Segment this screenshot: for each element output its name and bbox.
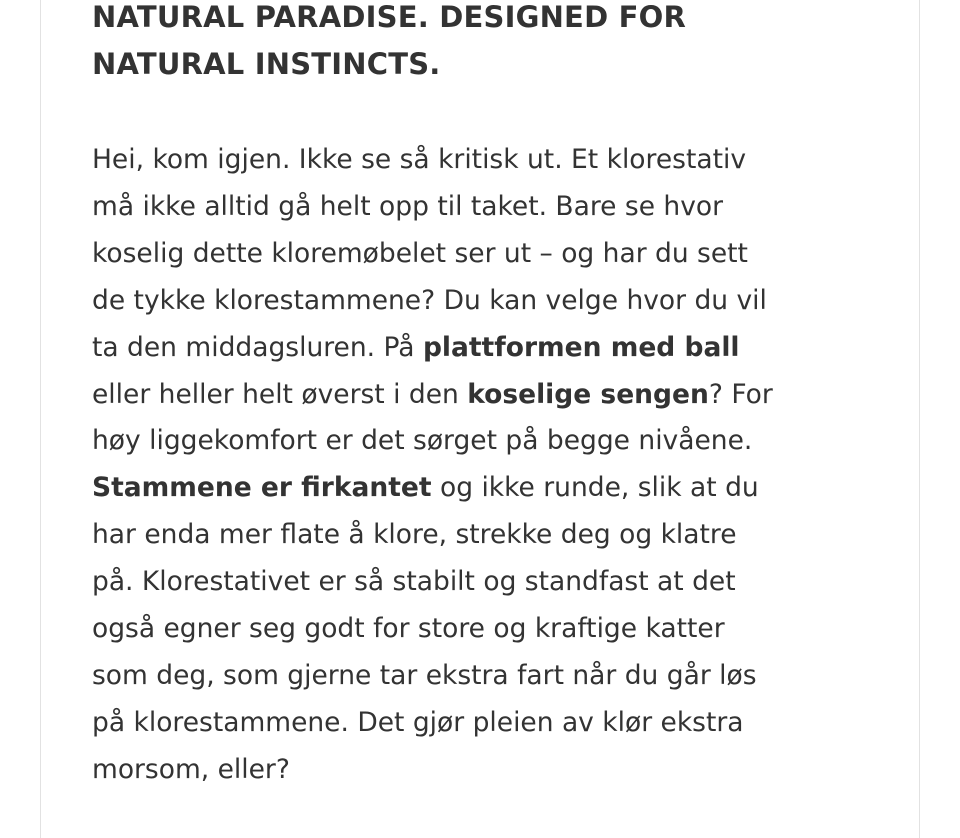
text-segment: de tykke klorestammene? Du kan velge hvor du vil — [92, 284, 767, 316]
text-segment: Hei, kom igjen. Ikke se så kritisk ut. Et klorestativ — [92, 144, 747, 175]
paragraph-line — [92, 512, 773, 559]
text-segment: ta den middagsluren. På — [92, 331, 423, 363]
paragraph-line — [92, 700, 773, 747]
paragraph-line — [92, 325, 773, 372]
paragraph-line — [92, 418, 773, 465]
paragraph-line — [92, 465, 773, 512]
text-segment: har enda mer flate å klore, strekke deg og klatre — [92, 519, 737, 551]
bold-text: plattformen med ball — [422, 331, 740, 363]
paragraph-line — [92, 747, 773, 794]
bold-text: Stammene er firkantet — [92, 472, 432, 504]
text-segment: og ikke runde, slik at du — [431, 472, 759, 504]
text-segment: eller heller helt øverst i den — [92, 378, 468, 410]
text-segment: også egner seg godt for store og kraftige katter — [92, 613, 725, 645]
heading-line: NATURAL PARADISE. DESIGNED FOR — [92, 0, 687, 34]
paragraph-line — [92, 137, 773, 184]
text-segment: ? For — [708, 378, 773, 410]
text-segment: høy liggekomfort er det sørget på begge nivåene. — [92, 425, 753, 457]
paragraph-line — [92, 606, 773, 653]
paragraph-line — [92, 559, 773, 606]
paragraph-line — [92, 231, 773, 278]
heading-line: NATURAL INSTINCTS. — [92, 47, 441, 81]
text-segment: må ikke alltid gå helt opp til taket. Bare se hvor — [92, 190, 724, 222]
paragraph-line — [92, 372, 773, 419]
paragraph-line — [92, 653, 773, 700]
text-segment: på klorestammene. Det gjør pleien av klør ekstra — [92, 706, 744, 738]
description-paragraph — [92, 137, 773, 794]
paragraph-line — [92, 184, 773, 231]
paragraph-line — [92, 278, 773, 325]
text-segment: som deg, som gjerne tar ekstra fart når du går løs — [92, 659, 757, 691]
text-segment: morsom, eller? — [92, 753, 290, 785]
text-segment: koselig dette kloremøbelet ser ut – og har du sett — [92, 237, 748, 269]
bold-text: koselige sengen — [467, 378, 709, 410]
text-segment: på. Klorestativet er så stabilt og standfast at det — [92, 566, 736, 598]
section-heading — [92, 0, 686, 88]
